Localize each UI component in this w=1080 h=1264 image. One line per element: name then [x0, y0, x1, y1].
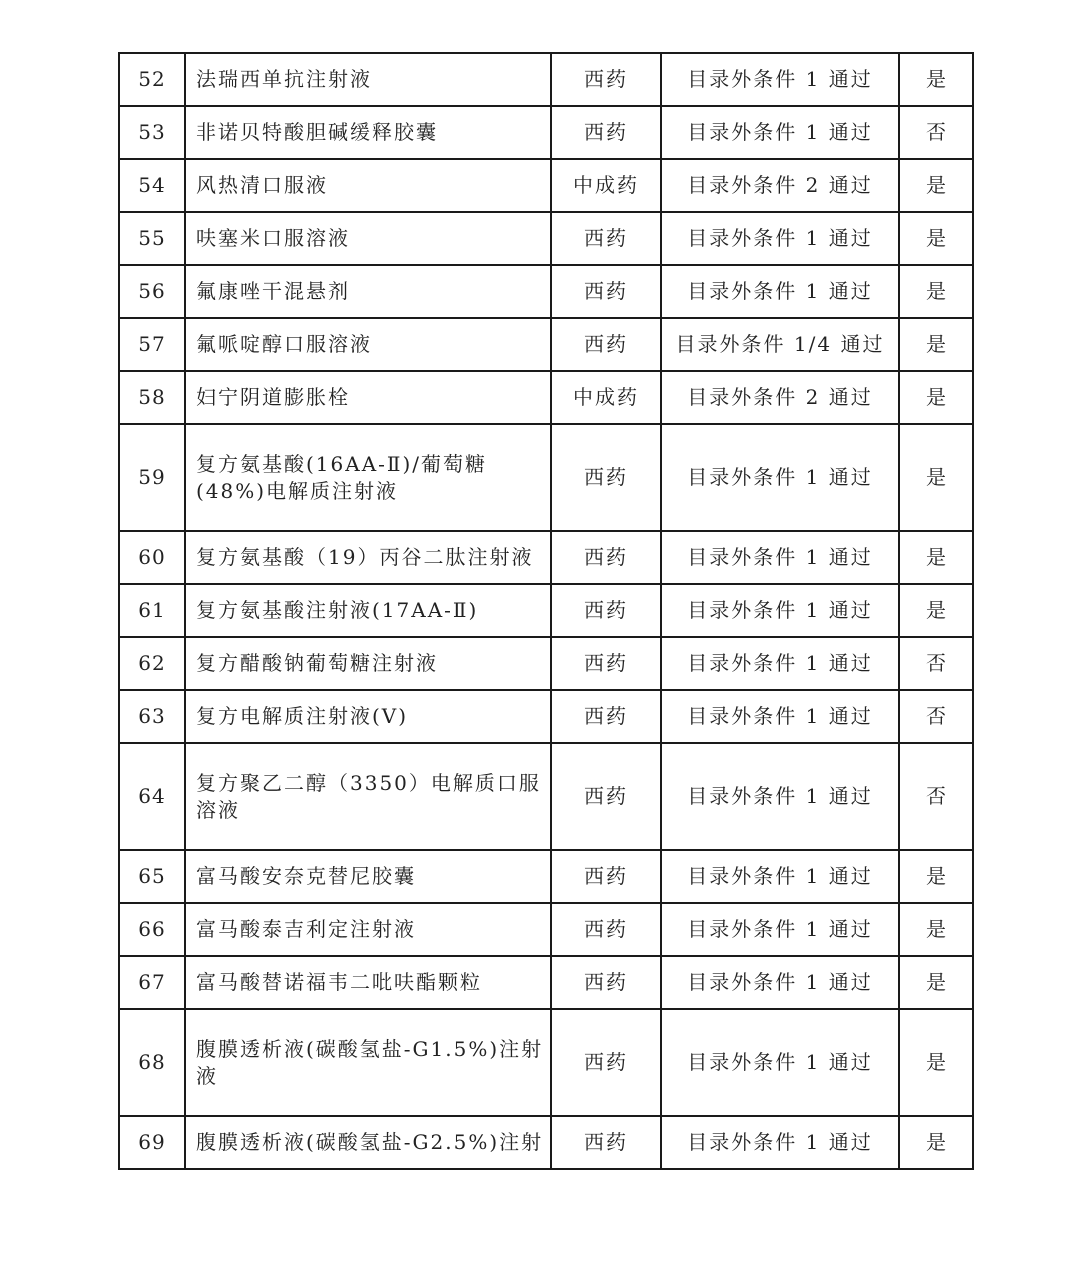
review-condition: 目录外条件 1/4 通过	[661, 318, 899, 371]
table-row	[119, 159, 973, 212]
table-row	[119, 106, 973, 159]
drug-name: 富马酸替诺福韦二吡呋酯颗粒	[185, 956, 551, 1009]
row-number: 61	[119, 584, 185, 637]
review-condition: 目录外条件 1 通过	[661, 584, 899, 637]
table-row	[119, 1116, 973, 1169]
drug-name: 富马酸泰吉利定注射液	[185, 903, 551, 956]
yes-no-flag: 否	[899, 690, 973, 743]
row-number: 65	[119, 850, 185, 903]
table-row	[119, 53, 973, 106]
review-condition: 目录外条件 1 通过	[661, 531, 899, 584]
row-number: 57	[119, 318, 185, 371]
row-number: 69	[119, 1116, 185, 1169]
yes-no-flag: 是	[899, 584, 973, 637]
drug-type: 西药	[551, 53, 661, 106]
yes-no-flag: 否	[899, 637, 973, 690]
table-row	[119, 371, 973, 424]
review-condition: 目录外条件 1 通过	[661, 1116, 899, 1169]
review-condition: 目录外条件 1 通过	[661, 690, 899, 743]
table-row	[119, 956, 973, 1009]
drug-name: 复方醋酸钠葡萄糖注射液	[185, 637, 551, 690]
drug-name: 氟康唑干混悬剂	[185, 265, 551, 318]
drug-name: 腹膜透析液(碳酸氢盐-G2.5%)注射	[185, 1116, 551, 1169]
drug-type: 西药	[551, 1009, 661, 1116]
table-row	[119, 1009, 973, 1116]
drug-type: 西药	[551, 637, 661, 690]
drug-name: 法瑞西单抗注射液	[185, 53, 551, 106]
drug-name: 富马酸安奈克替尼胶囊	[185, 850, 551, 903]
review-condition: 目录外条件 2 通过	[661, 159, 899, 212]
yes-no-flag: 否	[899, 106, 973, 159]
review-condition: 目录外条件 1 通过	[661, 106, 899, 159]
drug-type: 西药	[551, 584, 661, 637]
review-condition: 目录外条件 2 通过	[661, 371, 899, 424]
drug-name: 复方聚乙二醇（3350）电解质口服溶液	[185, 743, 551, 850]
drug-type: 西药	[551, 743, 661, 850]
row-number: 68	[119, 1009, 185, 1116]
yes-no-flag: 是	[899, 53, 973, 106]
row-number: 53	[119, 106, 185, 159]
yes-no-flag: 否	[899, 743, 973, 850]
drug-name: 妇宁阴道膨胀栓	[185, 371, 551, 424]
row-number: 54	[119, 159, 185, 212]
row-number: 59	[119, 424, 185, 531]
yes-no-flag: 是	[899, 424, 973, 531]
row-number: 52	[119, 53, 185, 106]
review-condition: 目录外条件 1 通过	[661, 743, 899, 850]
drug-name: 复方氨基酸(16AA-Ⅱ)/葡萄糖(48%)电解质注射液	[185, 424, 551, 531]
drug-name: 腹膜透析液(碳酸氢盐-G1.5%)注射液	[185, 1009, 551, 1116]
yes-no-flag: 是	[899, 531, 973, 584]
drug-list-table	[118, 52, 974, 1170]
review-condition: 目录外条件 1 通过	[661, 956, 899, 1009]
review-condition: 目录外条件 1 通过	[661, 850, 899, 903]
table-row	[119, 637, 973, 690]
drug-type: 西药	[551, 318, 661, 371]
drug-type: 中成药	[551, 159, 661, 212]
drug-type: 西药	[551, 212, 661, 265]
drug-name: 复方电解质注射液(Ⅴ)	[185, 690, 551, 743]
review-condition: 目录外条件 1 通过	[661, 212, 899, 265]
row-number: 55	[119, 212, 185, 265]
table-row	[119, 690, 973, 743]
review-condition: 目录外条件 1 通过	[661, 1009, 899, 1116]
yes-no-flag: 是	[899, 371, 973, 424]
table-row	[119, 212, 973, 265]
review-condition: 目录外条件 1 通过	[661, 903, 899, 956]
yes-no-flag: 是	[899, 1009, 973, 1116]
yes-no-flag: 是	[899, 956, 973, 1009]
drug-type: 西药	[551, 956, 661, 1009]
drug-name: 非诺贝特酸胆碱缓释胶囊	[185, 106, 551, 159]
drug-name: 风热清口服液	[185, 159, 551, 212]
table-row	[119, 318, 973, 371]
row-number: 64	[119, 743, 185, 850]
table-row	[119, 424, 973, 531]
review-condition: 目录外条件 1 通过	[661, 637, 899, 690]
table-row	[119, 850, 973, 903]
yes-no-flag: 是	[899, 1116, 973, 1169]
table-row	[119, 265, 973, 318]
table-row	[119, 531, 973, 584]
table-row	[119, 743, 973, 850]
row-number: 56	[119, 265, 185, 318]
yes-no-flag: 是	[899, 265, 973, 318]
table-row	[119, 584, 973, 637]
drug-type: 西药	[551, 1116, 661, 1169]
row-number: 62	[119, 637, 185, 690]
drug-name: 氟哌啶醇口服溶液	[185, 318, 551, 371]
yes-no-flag: 是	[899, 212, 973, 265]
row-number: 66	[119, 903, 185, 956]
yes-no-flag: 是	[899, 318, 973, 371]
drug-type: 西药	[551, 424, 661, 531]
drug-type: 西药	[551, 690, 661, 743]
yes-no-flag: 是	[899, 159, 973, 212]
drug-type: 西药	[551, 265, 661, 318]
row-number: 58	[119, 371, 185, 424]
drug-type: 西药	[551, 903, 661, 956]
row-number: 60	[119, 531, 185, 584]
drug-type: 西药	[551, 850, 661, 903]
drug-name: 呋塞米口服溶液	[185, 212, 551, 265]
yes-no-flag: 是	[899, 903, 973, 956]
drug-type: 西药	[551, 531, 661, 584]
drug-type: 西药	[551, 106, 661, 159]
row-number: 67	[119, 956, 185, 1009]
row-number: 63	[119, 690, 185, 743]
yes-no-flag: 是	[899, 850, 973, 903]
drug-name: 复方氨基酸（19）丙谷二肽注射液	[185, 531, 551, 584]
review-condition: 目录外条件 1 通过	[661, 53, 899, 106]
drug-type: 中成药	[551, 371, 661, 424]
drug-name: 复方氨基酸注射液(17AA-Ⅱ)	[185, 584, 551, 637]
review-condition: 目录外条件 1 通过	[661, 424, 899, 531]
review-condition: 目录外条件 1 通过	[661, 265, 899, 318]
table-row	[119, 903, 973, 956]
